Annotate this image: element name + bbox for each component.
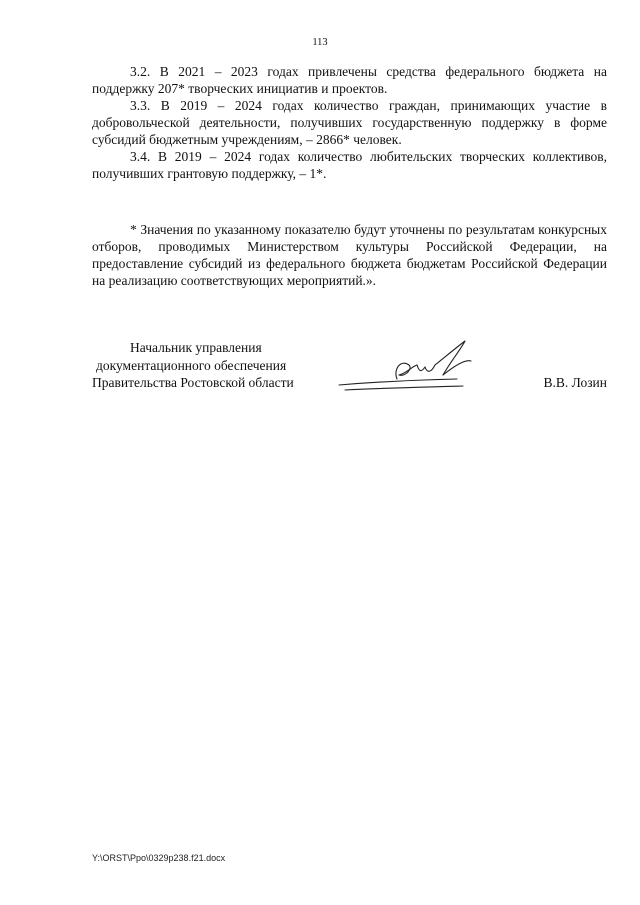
position-line-3: Правительства Ростовской области [92,375,294,390]
page-number: 113 [312,37,328,48]
list-item-3-4: 3.4. В 2019 – 2024 годах количество любительских творческих коллективов, получивших грантовую поддержку, – 1*. [92,149,607,181]
list-item-3-3: 3.3. В 2019 – 2024 годах количество граждан, принимающих участие в добровольческой деятельности, получивших государственную поддержку в форме субсидий бюджетным учреждениям, – 2866* человек. [92,98,607,147]
list-item-3-2: 3.2. В 2021 – 2023 годах привлечены средства федерального бюджета на поддержку 207* творческих инициатив и проектов. [92,64,607,96]
handwritten-signature [335,335,495,397]
signature-block [92,339,607,392]
position-line-2: документационного обеспечения [96,357,287,373]
signer-name: В.В. Лозин [543,375,607,390]
position-line-1: Начальник управления [130,340,262,355]
footnote: * Значения по указанному показателю будут уточнены по результатам конкурсных отборов, проводимых Министерством культуры Российской Федерации, на предоставление субсидий из федерального бюджета бюджетам Российской Федерации на реализацию соответствующих мероприятий.». [92,222,607,288]
footer-file-path: Y:\ORST\Ppo\0329p238.f21.docx [92,853,226,863]
